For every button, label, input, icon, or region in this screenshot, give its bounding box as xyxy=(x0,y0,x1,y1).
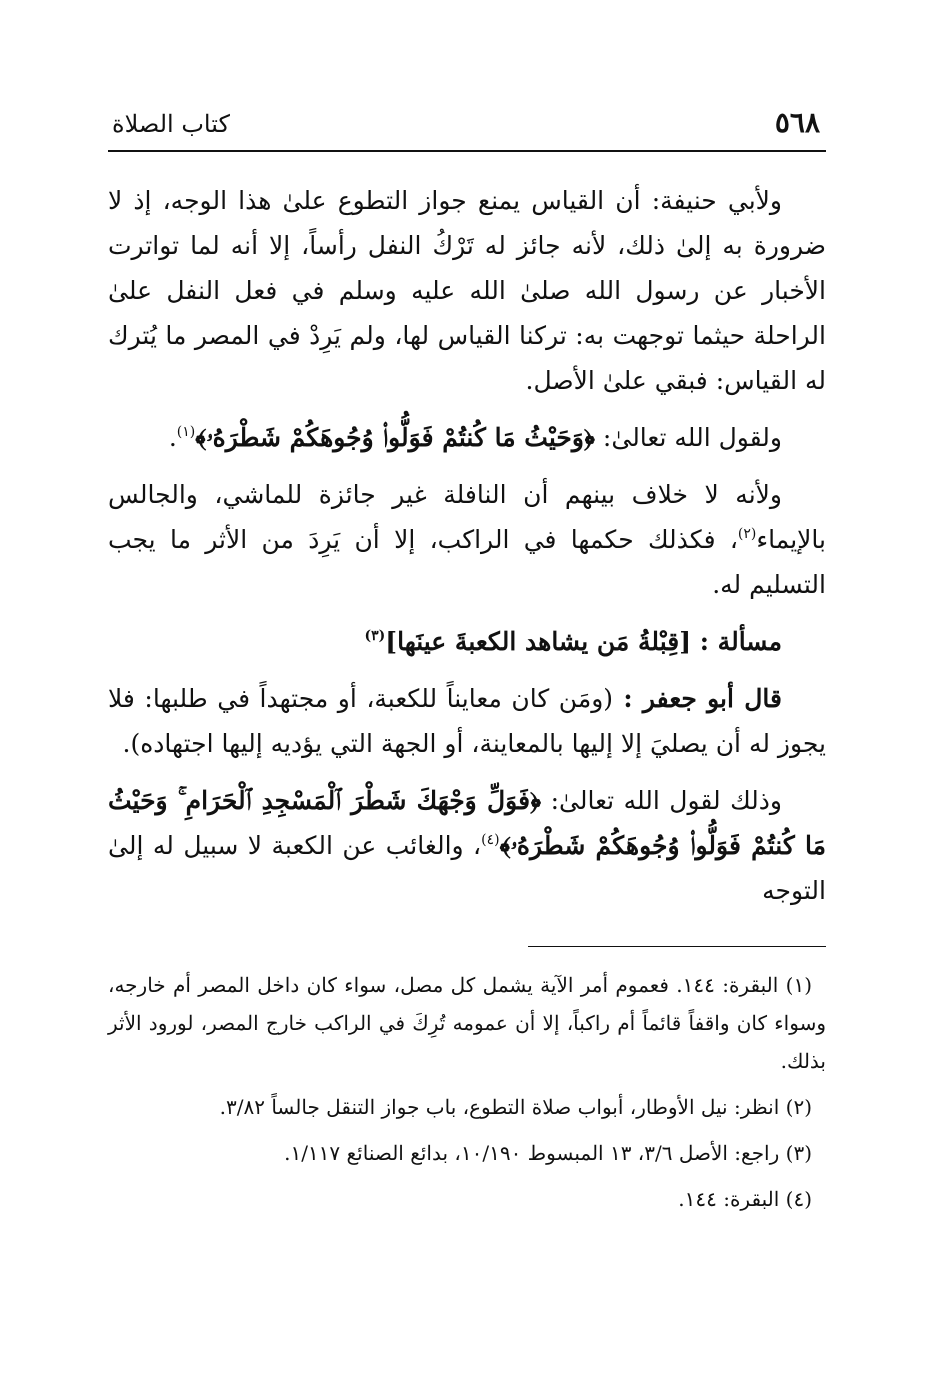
issue-label: مسألة : xyxy=(691,627,782,656)
paragraph-no-dispute xyxy=(108,472,826,607)
issue-heading xyxy=(108,619,826,664)
footnote-ref-4: (٤) xyxy=(481,832,500,848)
paragraph-quran-verse-2 xyxy=(108,778,826,913)
text-run: ولقول الله تعالىٰ: xyxy=(594,423,782,452)
speaker-label: قال أبو جعفر : xyxy=(613,684,782,713)
footnotes xyxy=(108,966,826,1226)
footnote-ref-1: (١) xyxy=(176,424,196,440)
footnote-2: (٢) انظر: نيل الأوطار، أبواب صلاة التطوع، باب جواز التنقل جالساً ٣/٨٢. xyxy=(219,1095,812,1119)
footnote-ref-3: (٣) xyxy=(364,628,386,644)
paragraph-abu-jafar xyxy=(108,676,826,766)
running-title: كتاب الصلاة xyxy=(112,110,230,138)
issue-title: [قِبْلةُ مَن يشاهد الكعبةَ عينَها] xyxy=(385,627,692,656)
footnote-separator xyxy=(528,946,826,947)
footnote-3: (٣) راجع: الأصل ٣/٦، ١٣ المبسوط ١٠/١٩٠، بدائع الصنائع ١/١١٧. xyxy=(284,1141,812,1165)
footnote-4: (٤) البقرة: ١٤٤. xyxy=(678,1187,812,1211)
main-text xyxy=(108,178,826,925)
footnote-1: (١) البقرة: ١٤٤. فعموم أمر الآية يشمل كل مصل، سواء كان داخل المصر أم خارجه، وسواء كان واقفاً قائماً أم راكباً، إلا أن عمومه تُرِكَ في الراكب خارج المصر، لورود الأثر بذلك. xyxy=(108,973,826,1073)
paragraph-quran-verse-1 xyxy=(108,415,826,460)
page-header xyxy=(108,104,826,152)
text-run: . xyxy=(168,423,177,452)
text-run: (ومَن كان معايناً للكعبة، أو مجتهداً في طلبها: فلا يجوز له أن يصليَ إلا إليها بالمعاينة، أو الجهة التي يؤديه إليها اجتهاده). xyxy=(108,684,826,758)
quran-verse: ﴿فَوَلِّ وَجْهَكَ شَطْرَ ٱلْمَسْجِدِ ٱلْحَرَامِ ۚ وَحَيْثُ مَا كُنتُمْ فَوَلُّوا۟ وُجُوهَكُمْ شَطْرَهُۥ﴾ xyxy=(108,786,826,860)
paragraph-abu-hanifa: ولأبي حنيفة: أن القياس يمنع جواز التطوع علىٰ هذا الوجه، إذ لا ضرورة به إلىٰ ذلك، لأنه جائز له تَرْكُ النفل رأساً، إلا أنه لما تواترت الأخبار عن رسول الله صلىٰ الله عليه وسلم في فعل النفل علىٰ الراحلة حيثما توجهت به: تركنا القياس لها، ولم يَرِدْ في المصر ما يُترك له القياس: فبقي علىٰ الأصل. xyxy=(108,186,826,395)
quran-verse: ﴿وَحَيْثُ مَا كُنتُمْ فَوَلُّوا۟ وُجُوهَكُمْ شَطْرَهُۥ﴾ xyxy=(195,423,595,452)
text-run: ، والغائب عن الكعبة لا سبيل له إلىٰ التوجه xyxy=(108,831,826,905)
footnote-ref-2: (٢) xyxy=(737,526,757,542)
text-run: ولأنه لا خلاف بينهم أن النافلة غير جائزة للماشي، والجالس بالإيماء xyxy=(108,480,826,554)
text-run: وذلك لقول الله تعالىٰ: xyxy=(541,786,783,815)
text-run: ، فكذلك حكمها في الراكب، إلا أن يَرِدَ من الأثر ما يجب التسليم له. xyxy=(108,525,826,599)
page-number: ٥٦٨ xyxy=(774,106,820,139)
